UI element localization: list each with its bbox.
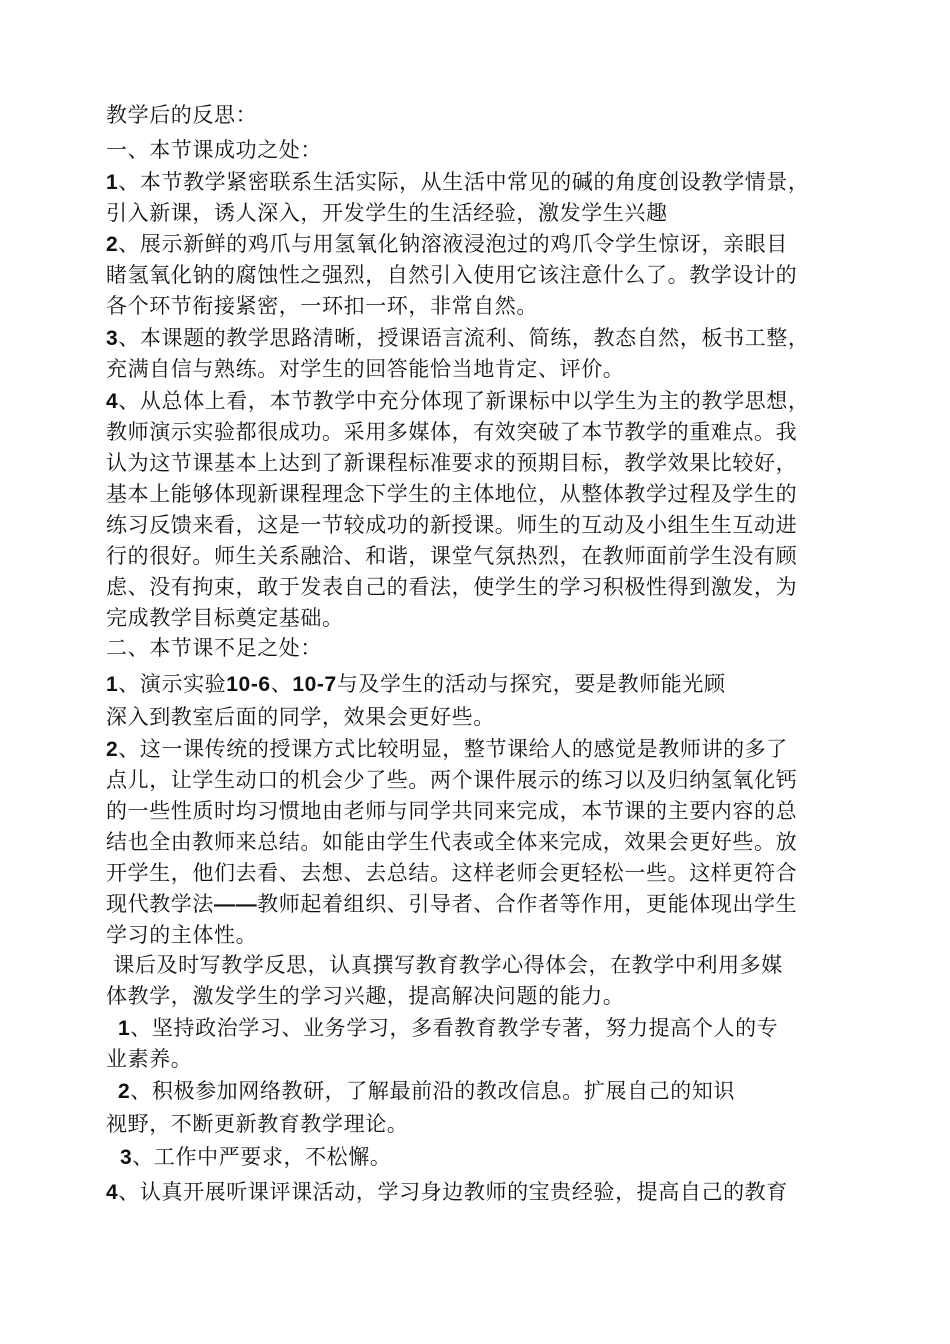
line-text: 教师演示实验都很成功。采用多媒体，有效突破了本节教学的重难点。我	[106, 420, 798, 444]
line-text: 、工作中严要求，不松懈。	[132, 1145, 392, 1169]
line-text: 教学后的反思：	[106, 103, 258, 127]
paragraph-line	[106, 324, 809, 353]
line-text: 、本节教学紧密联系生活实际，从生活中常见的碱的角度创设教学情景，	[118, 170, 810, 194]
section-heading-success	[106, 136, 322, 164]
em-dash: ——	[214, 893, 258, 916]
paragraph-line	[106, 1110, 408, 1138]
paragraph-line	[106, 292, 538, 320]
item-number: 4	[106, 1181, 119, 1204]
line-text: 视野，不断更新教育教学理论。	[106, 1112, 409, 1136]
paragraph-line	[106, 1178, 788, 1207]
paragraph-line	[106, 542, 797, 570]
line-text: 的一些性质时均习惯地由老师与同学共同来完成，本节课的主要内容的总	[106, 799, 798, 823]
line-text: 、坚持政治学习、业务学习，多看教育教学专著，努力提高个人的专	[130, 1016, 779, 1040]
paragraph-line	[106, 1045, 192, 1073]
line-text: 基本上能够体现新课程理念下学生的主体地位，从整体教学过程及学生的	[106, 482, 798, 506]
paragraph-line	[106, 828, 797, 856]
paragraph-line	[106, 230, 788, 259]
heading-reflection	[106, 101, 257, 129]
paragraph-line	[106, 859, 797, 887]
paragraph-line	[118, 1014, 778, 1043]
line-text: 各个环节衔接紧密，一环扣一环，非常自然。	[106, 294, 538, 318]
line-text: 练习反馈来看，这是一节较成功的新授课。师生的互动及小组生生互动进	[106, 513, 798, 537]
line-text: 结也全由教师来总结。如能由学生代表或全体来完成，效果会更好些。放	[106, 830, 798, 854]
line-text: 、这一课传统的授课方式比较明显，整节课给人的感觉是教师讲的多了	[118, 737, 788, 761]
line-text: 学习的主体性。	[106, 923, 258, 947]
paragraph-line	[106, 982, 624, 1010]
paragraph-line	[106, 387, 809, 416]
item-number: 3	[120, 1146, 133, 1169]
line-text: 睹氢氧化钠的腐蚀性之强烈，自然引入使用它该注意什么了。教学设计的	[106, 263, 798, 287]
line-text: 、	[270, 672, 293, 696]
paragraph-line	[106, 766, 797, 794]
item-number: 2	[106, 738, 119, 761]
paragraph-line	[106, 449, 797, 477]
line-text: 认为这节课基本上达到了新课程标准要求的预期目标，教学效果比较好，	[106, 451, 798, 475]
paragraph-line	[106, 261, 797, 289]
item-number: 1	[106, 171, 119, 194]
paragraph-line	[106, 355, 624, 383]
paragraph-line	[106, 480, 797, 508]
line-text: 虑、没有拘束，敢于发表自己的看法，使学生的学习积极性得到激发，为	[106, 575, 798, 599]
paragraph-line	[106, 890, 797, 919]
paragraph-line	[106, 703, 495, 731]
paragraph-line	[106, 168, 809, 197]
item-number: 4	[106, 390, 119, 413]
item-number: 2	[118, 1080, 131, 1103]
paragraph-line	[106, 797, 797, 825]
item-number: 2	[106, 233, 119, 256]
line-text: 现代教学法	[106, 892, 214, 916]
line-text: 业素养。	[106, 1047, 193, 1071]
item-number: 1	[106, 673, 119, 696]
line-text: 、认真开展听课评课活动，学习身边教师的宝贵经验，提高自己的教育	[118, 1180, 788, 1204]
paragraph-line	[106, 670, 726, 699]
section-heading-shortcomings	[106, 634, 322, 662]
paragraph-line	[106, 604, 344, 632]
line-text: 、积极参加网络教研，了解最前沿的教改信息。扩展自己的知识	[130, 1079, 736, 1103]
line-text: 一、本节课成功之处：	[106, 138, 322, 162]
paragraph-line	[106, 199, 668, 227]
paragraph-line	[118, 1077, 735, 1106]
line-text: 、本课题的教学思路清晰，授课语言流利、简练，教态自然，板书工整，	[118, 326, 810, 350]
line-text: 与及学生的活动与探究，要是教师能光顾	[336, 672, 726, 696]
line-text: 教师起着组织、引导者、合作者等作用，更能体现出学生	[257, 892, 798, 916]
line-text: 体教学，激发学生的学习兴趣，提高解决问题的能力。	[106, 984, 625, 1008]
paragraph-line	[106, 921, 257, 949]
line-text: 行的很好。师生关系融洽、和谐，课堂气氛热烈，在教师面前学生没有顾	[106, 544, 798, 568]
line-text: 点儿，让学生动口的机会少了些。两个课件展示的练习以及归纳氢氧化钙	[106, 768, 798, 792]
paragraph-line	[106, 573, 797, 601]
line-text: 引入新课，诱人深入，开发学生的生活经验，激发学生兴趣	[106, 201, 668, 225]
line-text: 充满自信与熟练。对学生的回答能恰当地肯定、评价。	[106, 357, 625, 381]
line-text: 课后及时写教学反思，认真撰写教育教学心得体会，在教学中利用多媒	[106, 953, 783, 977]
item-number: 1	[118, 1017, 131, 1040]
paragraph-line	[106, 951, 783, 979]
line-text: 二、本节课不足之处：	[106, 636, 322, 660]
item-number: 3	[106, 327, 119, 350]
line-text: 、演示实验	[118, 672, 227, 696]
paragraph-line	[106, 735, 788, 764]
line-text: 深入到教室后面的同学，效果会更好些。	[106, 705, 495, 729]
line-text: 开学生，他们去看、去想、去总结。这样老师会更轻松一些。这样更符合	[106, 861, 798, 885]
line-text: 完成教学目标奠定基础。	[106, 606, 344, 630]
experiment-number: 10-6	[226, 673, 271, 696]
paragraph-line	[106, 418, 797, 446]
line-text: 、从总体上看，本节教学中充分体现了新课标中以学生为主的教学思想，	[118, 389, 810, 413]
experiment-number: 10-7	[292, 673, 337, 696]
paragraph-line	[120, 1143, 391, 1172]
line-text: 、展示新鲜的鸡爪与用氢氧化钠溶液浸泡过的鸡爪令学生惊讶，亲眼目	[118, 232, 788, 256]
paragraph-line	[106, 511, 797, 539]
